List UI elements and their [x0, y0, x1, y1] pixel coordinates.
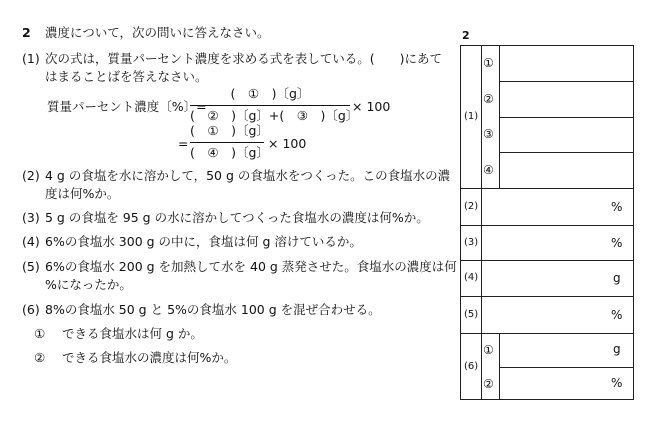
question-1-text-line2: はまることばを答えなさい。 — [45, 69, 208, 84]
question-6-sub-2-text: できる食塩水の濃度は何%か。 — [62, 350, 237, 365]
formula-fraction-2-numerator: ( ① )〔g〕 — [190, 123, 269, 138]
question-6-text: 8%の食塩水 50 g と 5%の食塩水 100 g を混ぜ合わせる。 — [45, 302, 381, 317]
question-5-text-line2: %になったか。 — [45, 277, 132, 292]
answer-q6-2-field[interactable] — [500, 368, 607, 399]
answer-q6-mark-1: ① — [483, 343, 494, 357]
answer-q1-mark-4: ④ — [483, 163, 494, 177]
answer-q1-mark-1: ① — [483, 56, 494, 70]
answer-q4-field[interactable] — [482, 261, 607, 296]
question-4-text: 6%の食塩水 300 g の中に，食塩は何 g 溶けているか。 — [45, 234, 362, 249]
answer-q3-field[interactable] — [482, 226, 607, 260]
answer-q2-unit: % — [611, 200, 623, 214]
answer-q1-label: (1) — [464, 111, 479, 122]
answer-q1-4-field[interactable] — [500, 153, 633, 188]
formula-fraction-2 — [190, 123, 269, 161]
answer-q4-unit: g — [613, 271, 621, 285]
question-2-text-line1: 4 g の食塩を水に溶かして，50 g の食塩水をつくった。この食塩水の濃 — [45, 168, 451, 183]
answer-q5-field[interactable] — [482, 297, 607, 333]
question-4-label: (4) — [22, 234, 40, 249]
answer-q2-field[interactable] — [482, 189, 607, 225]
answer-q1-3-field[interactable] — [500, 118, 633, 152]
formula-fraction-2-bar — [190, 142, 264, 143]
answer-q3-label: (3) — [464, 237, 479, 248]
formula-fraction-1-numerator: ( ① )〔g〕 — [230, 86, 310, 101]
answer-q3-unit: % — [611, 236, 623, 250]
answer-q1-2-field[interactable] — [500, 82, 633, 117]
question-6-sub-1-text: できる食塩水は何 g か。 — [62, 326, 203, 341]
formula-lhs: 質量パーセント濃度〔%〕= — [47, 99, 207, 114]
answer-sheet-title: 2 — [462, 29, 470, 42]
answer-q6-1-field[interactable] — [500, 334, 607, 367]
formula-equals: = — [178, 136, 189, 151]
question-1-text-line1: 次の式は，質量パーセント濃度を求める式を表している。( )にあて — [45, 51, 443, 66]
answer-q5-unit: % — [611, 308, 623, 322]
section-instruction: 濃度について，次の問いに答えなさい。 — [45, 25, 270, 40]
answer-q6-mark-2: ② — [483, 377, 494, 391]
question-3-label: (3) — [22, 210, 40, 225]
answer-sheet — [460, 45, 634, 400]
answer-q6-unit-1: g — [613, 342, 621, 356]
question-5-text-line1: 6%の食塩水 200 g を加熱して水を 40 g 蒸発させた。食塩水の濃度は何 — [45, 259, 457, 274]
answer-q4-label: (4) — [464, 272, 479, 283]
answer-q6-unit-2: % — [611, 376, 623, 390]
formula-fraction-1 — [190, 86, 359, 124]
question-6-sub-1-mark: ① — [34, 326, 46, 341]
formula-multiplier-1: × 100 — [352, 99, 391, 114]
answer-q1-mark-2: ② — [483, 92, 494, 106]
formula-fraction-1-bar — [190, 105, 350, 106]
question-6-label: (6) — [22, 302, 40, 317]
question-2-text-line2: 度は何%か。 — [45, 186, 120, 201]
answer-q6-label: (6) — [464, 361, 479, 372]
question-6-sub-2-mark: ② — [34, 350, 46, 365]
answer-q1-1-field[interactable] — [500, 47, 633, 81]
section-number: 2 — [22, 25, 31, 40]
formula-fraction-2-denominator: ( ④ )〔g〕 — [190, 145, 269, 160]
formula-fraction-1-denominator: ( ② )〔g〕+( ③ )〔g〕 — [190, 108, 359, 123]
question-5-label: (5) — [22, 259, 40, 274]
answer-q2-label: (2) — [464, 201, 479, 212]
answer-q5-label: (5) — [464, 309, 479, 320]
question-3-text: 5 g の食塩を 95 g の水に溶かしてつくった食塩水の濃度は何%か。 — [45, 210, 429, 225]
answer-q1-mark-3: ③ — [483, 127, 494, 141]
question-2-label: (2) — [22, 168, 40, 183]
question-1-label: (1) — [22, 51, 40, 66]
formula-multiplier-2: × 100 — [268, 136, 307, 151]
